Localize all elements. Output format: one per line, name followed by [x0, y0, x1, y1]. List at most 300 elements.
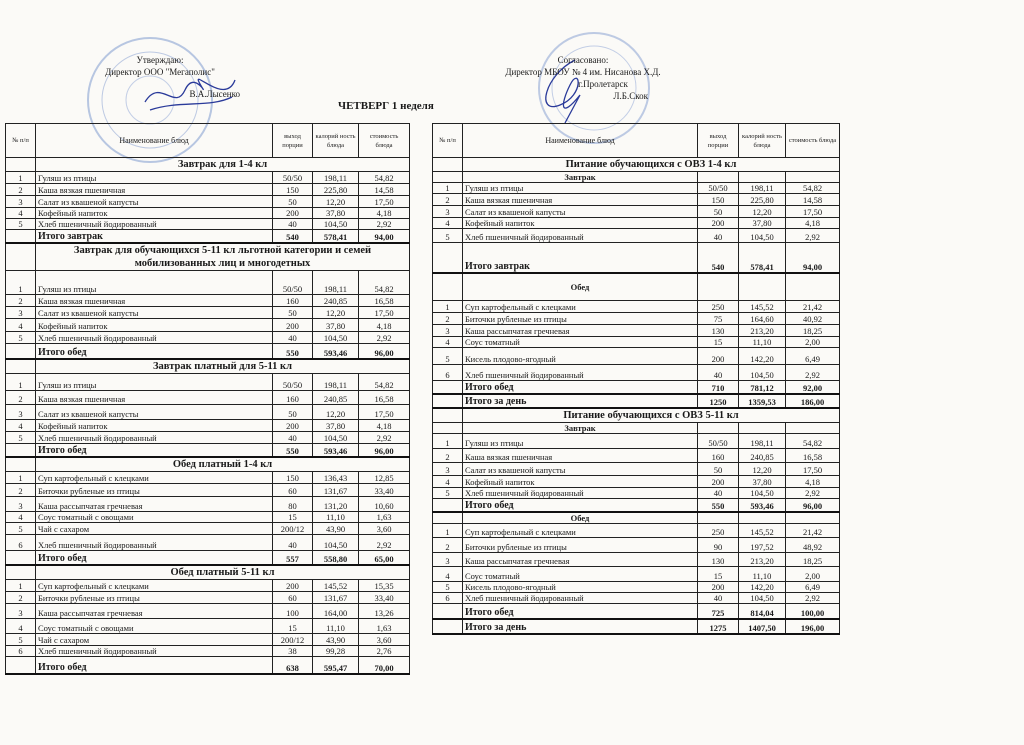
dish-name: Хлеб пшеничный йодированный — [36, 534, 273, 550]
table-row — [6, 634, 410, 646]
cost-value: 33,40 — [359, 592, 410, 604]
portion-value: 15 — [273, 511, 313, 522]
cost-value: 1,63 — [359, 619, 410, 634]
calories-value: 578,41 — [313, 230, 359, 243]
row-number: 5 — [433, 487, 463, 498]
cost-value: 17,50 — [786, 206, 840, 218]
row-number — [433, 243, 463, 273]
calories-value: 43,90 — [313, 522, 359, 534]
cost-value: 2,76 — [359, 646, 410, 657]
num-cell — [433, 158, 463, 172]
dish-name: Хлеб пшеничный йодированный — [463, 229, 698, 243]
table-row — [433, 183, 840, 194]
portion-value: 130 — [698, 325, 739, 337]
table-header — [6, 124, 410, 158]
table-row — [6, 483, 410, 496]
portion-value: 38 — [273, 646, 313, 657]
row-number: 3 — [433, 325, 463, 337]
table-row — [433, 433, 840, 448]
table-row — [6, 604, 410, 619]
dish-name: Гуляш из птицы — [36, 271, 273, 295]
calories-value: 198,11 — [313, 374, 359, 391]
table-row — [6, 580, 410, 592]
total-row — [433, 604, 840, 619]
table-row — [6, 646, 410, 657]
row-number — [6, 550, 36, 565]
table-row — [6, 208, 410, 219]
calories-value: 240,85 — [313, 295, 359, 307]
approver-name: Л.Б.Скок — [613, 91, 648, 101]
portion-value: 15 — [698, 567, 739, 582]
portion-value: 50/50 — [273, 374, 313, 391]
cost-value: 2,92 — [786, 593, 840, 604]
total-row — [6, 550, 410, 565]
section-heading-row — [6, 158, 410, 172]
calories-cell — [739, 422, 786, 433]
dish-name: Соус томатный — [463, 337, 698, 348]
row-number: 3 — [6, 196, 36, 208]
cost-value: 94,00 — [786, 243, 840, 273]
cost-value: 196,00 — [786, 619, 840, 634]
portion-value: 50 — [273, 196, 313, 208]
row-number: 5 — [433, 229, 463, 243]
table-row — [6, 295, 410, 307]
calories-value: 225,80 — [739, 194, 786, 206]
table-row — [433, 194, 840, 206]
portion-value: 557 — [273, 550, 313, 565]
meal-subheading: Завтрак — [463, 172, 698, 183]
calories-value: 197,52 — [739, 538, 786, 553]
table-row — [433, 365, 840, 381]
dish-name: Кофейный напиток — [463, 475, 698, 487]
dish-name: Суп картофельный с клецками — [36, 471, 273, 483]
num-cell — [6, 359, 36, 374]
row-number: 3 — [6, 405, 36, 420]
dish-name: Хлеб пшеничный йодированный — [36, 432, 273, 444]
section-heading-row — [433, 408, 840, 423]
cost-value: 17,50 — [359, 307, 410, 319]
cost-cell — [786, 512, 840, 524]
section-heading: Завтрак для 1-4 кл — [36, 158, 410, 172]
dish-name: Соус томатный с овощами — [36, 619, 273, 634]
dish-name: Каша рассыпчатая гречневая — [463, 325, 698, 337]
row-number: 4 — [6, 208, 36, 219]
cost-value: 54,82 — [786, 183, 840, 194]
dish-name: Салат из квашеной капусты — [36, 405, 273, 420]
total-label: Итого за день — [463, 394, 698, 408]
portion-value: 160 — [273, 391, 313, 405]
calories-value: 12,20 — [739, 206, 786, 218]
dish-name: Соус томатный — [463, 567, 698, 582]
calories-cell — [739, 172, 786, 183]
cost-value: 33,40 — [359, 483, 410, 496]
dish-name: Соус томатный с овощами — [36, 511, 273, 522]
row-number: 6 — [6, 646, 36, 657]
portion-value: 150 — [273, 184, 313, 196]
calories-value: 12,20 — [739, 462, 786, 475]
total-row — [6, 657, 410, 674]
calories-value: 814,04 — [739, 604, 786, 619]
row-number: 1 — [433, 183, 463, 194]
dish-name: Хлеб пшеничный йодированный — [463, 365, 698, 381]
table-row — [6, 307, 410, 319]
cost-value: 16,58 — [359, 295, 410, 307]
calories-value: 131,20 — [313, 496, 359, 511]
portion-value: 200 — [273, 319, 313, 332]
cost-value: 96,00 — [786, 498, 840, 512]
calories-value: 198,11 — [313, 271, 359, 295]
calories-value: 164,60 — [739, 313, 786, 325]
portion-value: 160 — [698, 448, 739, 462]
dish-name: Каша вязкая пшеничная — [36, 391, 273, 405]
table-row — [433, 313, 840, 325]
table-header — [433, 124, 840, 158]
dish-name: Каша рассыпчатая гречневая — [463, 553, 698, 567]
table-row — [6, 219, 410, 230]
dish-name: Каша рассыпчатая гречневая — [36, 604, 273, 619]
row-number: 5 — [6, 332, 36, 344]
portion-value: 40 — [698, 229, 739, 243]
row-number: 5 — [433, 582, 463, 593]
dish-name: Биточки рубленые из птицы — [463, 538, 698, 553]
dish-name: Кофейный напиток — [36, 208, 273, 219]
portion-value: 50 — [698, 206, 739, 218]
row-number — [6, 230, 36, 243]
calories-value: 164,00 — [313, 604, 359, 619]
calories-value: 104,50 — [313, 432, 359, 444]
portion-value: 160 — [273, 295, 313, 307]
menu-table-right — [432, 123, 840, 635]
row-number: 4 — [6, 420, 36, 432]
cost-value: 3,60 — [359, 634, 410, 646]
cost-value: 14,58 — [359, 184, 410, 196]
portion-value: 638 — [273, 657, 313, 674]
calories-value: 104,50 — [739, 229, 786, 243]
cost-value: 96,00 — [359, 444, 410, 457]
cost-cell — [786, 172, 840, 183]
calories-value: 142,20 — [739, 582, 786, 593]
row-number: 4 — [6, 319, 36, 332]
calories-value: 240,85 — [739, 448, 786, 462]
row-number: 4 — [433, 475, 463, 487]
table-row — [6, 172, 410, 184]
cost-value: 6,49 — [786, 348, 840, 365]
table-row — [433, 567, 840, 582]
table-row — [433, 582, 840, 593]
calories-value: 593,46 — [739, 498, 786, 512]
table-row — [6, 471, 410, 483]
calories-value: 578,41 — [739, 243, 786, 273]
section-heading: Завтрак для обучающихся 5-11 кл льготной категории и семей мобилизованных лиц и многодетных — [36, 243, 410, 271]
cost-value: 18,25 — [786, 553, 840, 567]
portion-value: 200 — [698, 582, 739, 593]
approver-city: г.Пролетарск — [578, 79, 628, 89]
calories-value: 104,50 — [313, 332, 359, 344]
table-row — [433, 448, 840, 462]
row-number: 3 — [433, 462, 463, 475]
row-number: 4 — [433, 337, 463, 348]
approval-label: Согласовано: — [557, 55, 609, 65]
cost-value: 65,00 — [359, 550, 410, 565]
cost-value: 94,00 — [359, 230, 410, 243]
portion-value: 50 — [273, 307, 313, 319]
total-row — [433, 394, 840, 408]
row-number — [433, 381, 463, 394]
portion-value: 40 — [273, 219, 313, 230]
column-header-name: Наименование блюд — [463, 124, 698, 158]
total-label: Итого обед — [36, 657, 273, 674]
table-row — [433, 462, 840, 475]
calories-value: 104,50 — [313, 534, 359, 550]
total-label: Итого обед — [463, 498, 698, 512]
portion-value: 710 — [698, 381, 739, 394]
row-number: 1 — [6, 580, 36, 592]
section-heading-row — [6, 359, 410, 374]
meal-subheading-row — [433, 512, 840, 524]
calories-value: 12,20 — [313, 307, 359, 319]
approval-block-right — [498, 54, 668, 102]
row-number: 6 — [433, 365, 463, 381]
row-number: 1 — [6, 374, 36, 391]
approver-name: В.А.Лысенко — [189, 89, 240, 99]
cost-value: 2,00 — [786, 337, 840, 348]
meal-subheading: Обед — [463, 512, 698, 524]
meal-subheading: Обед — [463, 273, 698, 301]
calories-value: 593,46 — [313, 344, 359, 359]
total-row — [433, 498, 840, 512]
dish-name: Каша вязкая пшеничная — [36, 295, 273, 307]
cost-value: 14,58 — [786, 194, 840, 206]
row-number: 2 — [6, 483, 36, 496]
dish-name: Гуляш из птицы — [36, 172, 273, 184]
dish-name: Каша рассыпчатая гречневая — [36, 496, 273, 511]
table-row — [6, 619, 410, 634]
table-row — [433, 206, 840, 218]
calories-cell — [739, 512, 786, 524]
dish-name: Гуляш из птицы — [36, 374, 273, 391]
cost-value: 18,25 — [786, 325, 840, 337]
calories-value: 781,12 — [739, 381, 786, 394]
portion-value: 200/12 — [273, 634, 313, 646]
table-row — [6, 319, 410, 332]
dish-name: Салат из квашеной капусты — [463, 206, 698, 218]
section-heading: Питание обучающихся с ОВЗ 1-4 кл — [463, 158, 840, 172]
portion-value: 540 — [698, 243, 739, 273]
portion-cell — [698, 422, 739, 433]
portion-value: 1275 — [698, 619, 739, 634]
dish-name: Суп картофельный с клецками — [463, 524, 698, 538]
cost-value: 54,82 — [359, 271, 410, 295]
portion-value: 100 — [273, 604, 313, 619]
portion-value: 540 — [273, 230, 313, 243]
dish-name: Хлеб пшеничный йодированный — [36, 332, 273, 344]
portion-value: 550 — [273, 444, 313, 457]
portion-value: 80 — [273, 496, 313, 511]
menu-table-left — [5, 123, 410, 675]
table-row — [6, 271, 410, 295]
total-label: Итого обед — [36, 344, 273, 359]
calories-value: 11,10 — [313, 511, 359, 522]
cost-value: 17,50 — [786, 462, 840, 475]
dish-name: Салат из квашеной капусты — [36, 196, 273, 208]
calories-value: 1359,53 — [739, 394, 786, 408]
row-number: 2 — [6, 295, 36, 307]
total-label: Итого завтрак — [36, 230, 273, 243]
row-number: 4 — [6, 511, 36, 522]
table-row — [433, 337, 840, 348]
cost-cell — [786, 422, 840, 433]
table-row — [6, 405, 410, 420]
portion-value: 40 — [273, 534, 313, 550]
column-header-calories: калорий ность блюда — [739, 124, 786, 158]
table-row — [6, 196, 410, 208]
row-number — [433, 619, 463, 634]
cost-value: 2,92 — [786, 229, 840, 243]
num-cell — [433, 422, 463, 433]
calories-value: 131,67 — [313, 592, 359, 604]
portion-value: 50/50 — [273, 271, 313, 295]
portion-value: 200 — [273, 208, 313, 219]
meal-subheading-row — [433, 172, 840, 183]
calories-cell — [739, 273, 786, 301]
cost-value: 21,42 — [786, 301, 840, 313]
row-number: 5 — [6, 522, 36, 534]
portion-value: 40 — [273, 332, 313, 344]
portion-value: 550 — [273, 344, 313, 359]
cost-value: 2,92 — [359, 432, 410, 444]
portion-value: 50/50 — [698, 433, 739, 448]
calories-value: 225,80 — [313, 184, 359, 196]
total-label: Итого обед — [36, 444, 273, 457]
row-number: 1 — [6, 471, 36, 483]
row-number: 2 — [6, 391, 36, 405]
portion-value: 15 — [273, 619, 313, 634]
cost-value: 4,18 — [786, 218, 840, 229]
cost-value: 48,92 — [786, 538, 840, 553]
row-number — [6, 657, 36, 674]
row-number: 4 — [433, 567, 463, 582]
portion-value: 150 — [273, 471, 313, 483]
table-row — [433, 524, 840, 538]
calories-value: 240,85 — [313, 391, 359, 405]
row-number: 1 — [6, 172, 36, 184]
cost-value: 2,92 — [786, 487, 840, 498]
section-heading-row — [433, 158, 840, 172]
calories-value: 145,52 — [739, 524, 786, 538]
dish-name: Хлеб пшеничный йодированный — [36, 219, 273, 230]
cost-value: 92,00 — [786, 381, 840, 394]
row-number: 2 — [6, 592, 36, 604]
calories-value: 136,43 — [313, 471, 359, 483]
portion-value: 15 — [698, 337, 739, 348]
total-row — [6, 230, 410, 243]
column-header-cost: стоимость блюда — [786, 124, 840, 158]
dish-name: Каша вязкая пшеничная — [463, 448, 698, 462]
calories-value: 11,10 — [313, 619, 359, 634]
row-number: 2 — [6, 184, 36, 196]
table-row — [433, 218, 840, 229]
cost-value: 2,92 — [359, 332, 410, 344]
calories-value: 145,52 — [739, 301, 786, 313]
dish-name: Чай с сахаром — [36, 634, 273, 646]
row-number: 6 — [6, 534, 36, 550]
column-header-name: Наименование блюд — [36, 124, 273, 158]
dish-name: Биточки рубленые из птицы — [463, 313, 698, 325]
calories-value: 37,80 — [313, 420, 359, 432]
dish-name: Гуляш из птицы — [463, 183, 698, 194]
row-number — [433, 604, 463, 619]
cost-value: 13,26 — [359, 604, 410, 619]
calories-value: 11,10 — [739, 337, 786, 348]
row-number: 5 — [433, 348, 463, 365]
portion-value: 150 — [698, 194, 739, 206]
portion-value: 250 — [698, 301, 739, 313]
cost-value: 17,50 — [359, 405, 410, 420]
cost-value: 10,60 — [359, 496, 410, 511]
row-number: 5 — [6, 634, 36, 646]
total-row — [433, 619, 840, 634]
dish-name: Хлеб пшеничный йодированный — [36, 646, 273, 657]
portion-value: 50 — [273, 405, 313, 420]
calories-value: 12,20 — [313, 196, 359, 208]
dish-name: Хлеб пшеничный йодированный — [463, 487, 698, 498]
column-header-calories: калорий ность блюда — [313, 124, 359, 158]
calories-value: 558,80 — [313, 550, 359, 565]
row-number: 2 — [433, 194, 463, 206]
total-row — [433, 243, 840, 273]
row-number: 1 — [433, 524, 463, 538]
table-row — [6, 534, 410, 550]
portion-value: 200 — [698, 475, 739, 487]
dish-name: Кисель плодово-ягодный — [463, 348, 698, 365]
calories-value: 198,11 — [313, 172, 359, 184]
num-cell — [6, 158, 36, 172]
row-number: 5 — [6, 219, 36, 230]
portion-value: 200 — [698, 218, 739, 229]
calories-value: 213,20 — [739, 553, 786, 567]
calories-value: 11,10 — [739, 567, 786, 582]
portion-value: 40 — [698, 487, 739, 498]
calories-value: 593,46 — [313, 444, 359, 457]
calories-value: 104,50 — [739, 365, 786, 381]
section-heading: Завтрак платный для 5-11 кл — [36, 359, 410, 374]
total-label: Итого обед — [36, 550, 273, 565]
meal-subheading-row — [433, 273, 840, 301]
num-cell — [6, 457, 36, 472]
section-heading: Питание обучающихся с ОВЗ 5-11 кл — [463, 408, 840, 423]
dish-name: Каша вязкая пшеничная — [36, 184, 273, 196]
calories-value: 131,67 — [313, 483, 359, 496]
cost-value: 40,92 — [786, 313, 840, 325]
portion-value: 90 — [698, 538, 739, 553]
cost-value: 4,18 — [359, 420, 410, 432]
table-row — [433, 553, 840, 567]
portion-cell — [698, 512, 739, 524]
calories-value: 595,47 — [313, 657, 359, 674]
table-row — [6, 184, 410, 196]
meal-subheading: Завтрак — [463, 422, 698, 433]
cost-value: 96,00 — [359, 344, 410, 359]
cost-value: 2,92 — [359, 219, 410, 230]
portion-value: 725 — [698, 604, 739, 619]
dish-name: Гуляш из птицы — [463, 433, 698, 448]
portion-value: 550 — [698, 498, 739, 512]
cost-value: 21,42 — [786, 524, 840, 538]
row-number: 4 — [6, 619, 36, 634]
column-header-portion: выход порции — [273, 124, 313, 158]
table-row — [6, 432, 410, 444]
num-cell — [6, 243, 36, 271]
